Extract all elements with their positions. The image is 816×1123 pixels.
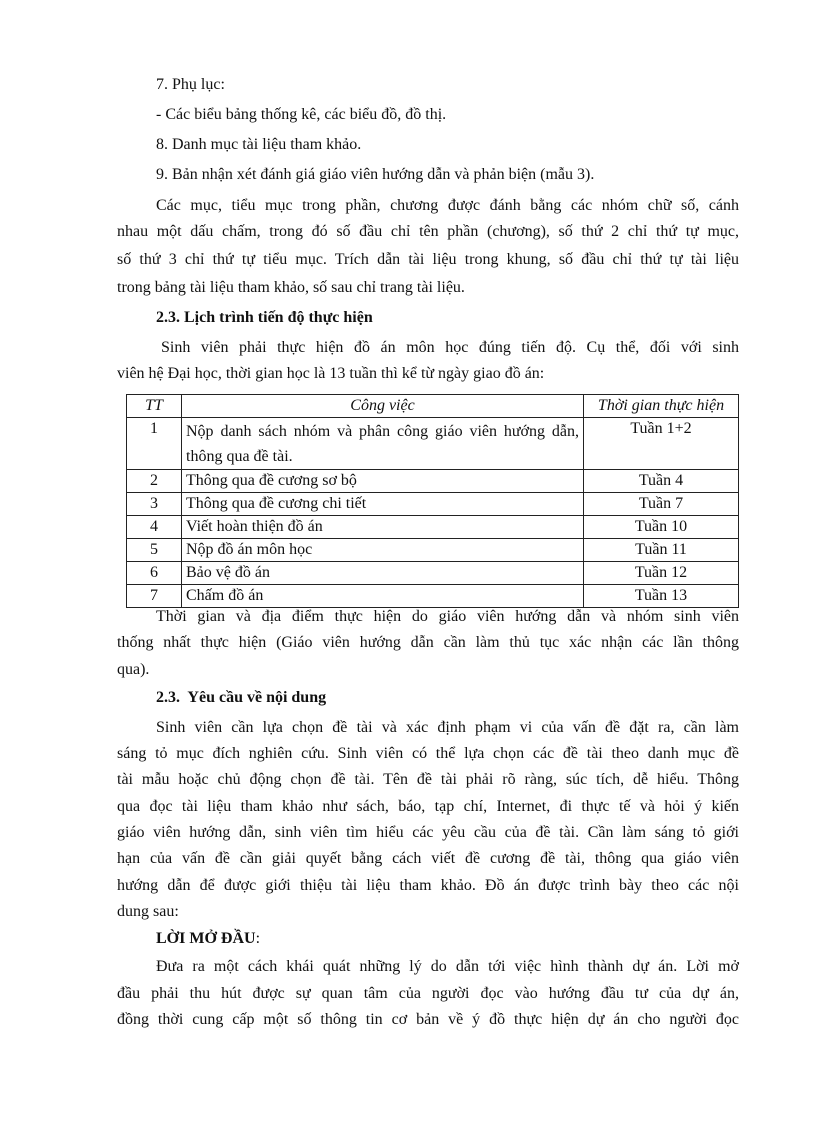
- cell-tt: 3: [127, 493, 182, 516]
- cell-time: Tuần 11: [584, 539, 739, 562]
- cell-time: Tuần 7: [584, 493, 739, 516]
- cell-tt: 6: [127, 562, 182, 585]
- table-row: [127, 516, 739, 539]
- cell-job: Thông qua đề cương chi tiết: [182, 493, 584, 516]
- cell-job: Thông qua đề cương sơ bộ: [182, 470, 584, 493]
- table-header-row: [127, 395, 739, 418]
- cell-job: Viết hoàn thiện đồ án: [182, 516, 584, 539]
- table-row: [127, 493, 739, 516]
- paragraph-line: giáo viên hướng dẫn, sinh viên tìm hiểu các yêu cầu của đề tài. Cần làm sáng tỏ giới: [117, 824, 739, 841]
- cell-time: Tuần 13: [584, 585, 739, 608]
- paragraph-line: hạn của vấn đề cần giải quyết bằng cách viết đề cương đề tài, thông qua giáo viên: [117, 850, 739, 867]
- cell-time: Tuần 1+2: [584, 418, 739, 470]
- intro-heading-colon: :: [255, 930, 261, 947]
- header-job: Công việc: [182, 395, 584, 418]
- cell-job: Nộp đồ án môn học: [182, 539, 584, 562]
- paragraph-line: Sinh viên phải thực hiện đồ án môn học đúng tiến độ. Cụ thể, đối với sinh: [161, 339, 739, 356]
- paragraph-line: qua).: [117, 661, 150, 678]
- paragraph-line: trong bảng tài liệu tham khảo, số sau chỉ trang tài liệu.: [117, 279, 465, 296]
- intro-heading-text: LỜI MỞ ĐẦU: [156, 930, 256, 947]
- header-time: Thời gian thực hiện: [584, 395, 739, 418]
- cell-tt: 2: [127, 470, 182, 493]
- paragraph-line: viên hệ Đại học, thời gian học là 13 tuần thì kể từ ngày giao đồ án:: [117, 365, 545, 382]
- schedule-table: [126, 394, 739, 608]
- list-item-appendix: 7. Phụ lục:: [156, 76, 225, 93]
- cell-time: Tuần 12: [584, 562, 739, 585]
- cell-job: Nộp danh sách nhóm và phân công giáo viên hướng dẫn, thông qua đề tài.: [182, 418, 584, 470]
- cell-tt: 7: [127, 585, 182, 608]
- paragraph-line: qua đọc tài liệu tham khảo như sách, báo, tạp chí, Internet, đi thực tế và hỏi ý kiến: [117, 798, 739, 815]
- section-heading-intro: [156, 929, 260, 949]
- paragraph-line: Sinh viên cần lựa chọn đề tài và xác định phạm vi của vấn đề đặt ra, cần làm: [156, 719, 739, 736]
- paragraph-line: Đưa ra một cách khái quát những lý do dẫn tới việc hình thành dự án. Lời mở: [156, 958, 739, 975]
- header-tt: TT: [127, 395, 182, 418]
- paragraph-line: nhau một dấu chấm, trong đó số đầu chỉ tên phần (chương), số thứ 2 chỉ thứ tự mục,: [117, 223, 739, 240]
- cell-tt: 4: [127, 516, 182, 539]
- paragraph-line: hướng dẫn để được giới thiệu tài liệu tham khảo. Đồ án được trình bày theo các nội: [117, 877, 739, 894]
- cell-tt: 1: [127, 418, 182, 470]
- paragraph-line: sáng tỏ mục đích nghiên cứu. Sinh viên có thể lựa chọn các đề tài theo danh mục đề: [117, 745, 739, 762]
- cell-tt: 5: [127, 539, 182, 562]
- section-heading-content: 2.3. Yêu cầu về nội dung: [156, 689, 327, 706]
- paragraph-line: đầu phải thu hút được sự quan tâm của người đọc vào hướng đầu tư của dự án,: [117, 985, 739, 1002]
- table-row: [127, 562, 739, 585]
- section-heading-schedule: 2.3. Lịch trình tiến độ thực hiện: [156, 309, 373, 326]
- cell-job: Chấm đồ án: [182, 585, 584, 608]
- paragraph-line: đồng thời cung cấp một số thông tin cơ bản về ý đồ thực hiện dự án cho người đọc: [117, 1011, 739, 1028]
- table-row: [127, 539, 739, 562]
- cell-time: Tuần 4: [584, 470, 739, 493]
- paragraph-line: tài mẫu hoặc chủ động chọn đề tài. Tên đề tài phải rõ ràng, súc tích, dễ hiểu. Thông: [117, 771, 739, 788]
- table-row: [127, 585, 739, 608]
- paragraph-line: Các mục, tiểu mục trong phần, chương được đánh bằng các nhóm chữ số, cánh: [156, 197, 739, 214]
- cell-job: Bảo vệ đồ án: [182, 562, 584, 585]
- paragraph-line: số thứ 3 chỉ thứ tự tiểu mục. Trích dẫn tài liệu trong khung, số đầu chỉ thứ tự tài liệu: [117, 251, 739, 268]
- list-item-review: 9. Bản nhận xét đánh giá giáo viên hướng dẫn và phản biện (mẫu 3).: [156, 166, 595, 183]
- paragraph-line: thống nhất thực hiện (Giáo viên hướng dẫn cần làm thủ tục xác nhận các lần thông: [117, 634, 739, 651]
- paragraph-line: dung sau:: [117, 903, 179, 920]
- list-item-charts: - Các biểu bảng thống kê, các biểu đồ, đồ thị.: [156, 106, 447, 123]
- cell-time: Tuần 10: [584, 516, 739, 539]
- table-row: [127, 418, 739, 470]
- table-row: [127, 470, 739, 493]
- list-item-references: 8. Danh mục tài liệu tham khảo.: [156, 136, 362, 153]
- paragraph-line: Thời gian và địa điểm thực hiện do giáo viên hướng dẫn và nhóm sinh viên: [156, 608, 739, 625]
